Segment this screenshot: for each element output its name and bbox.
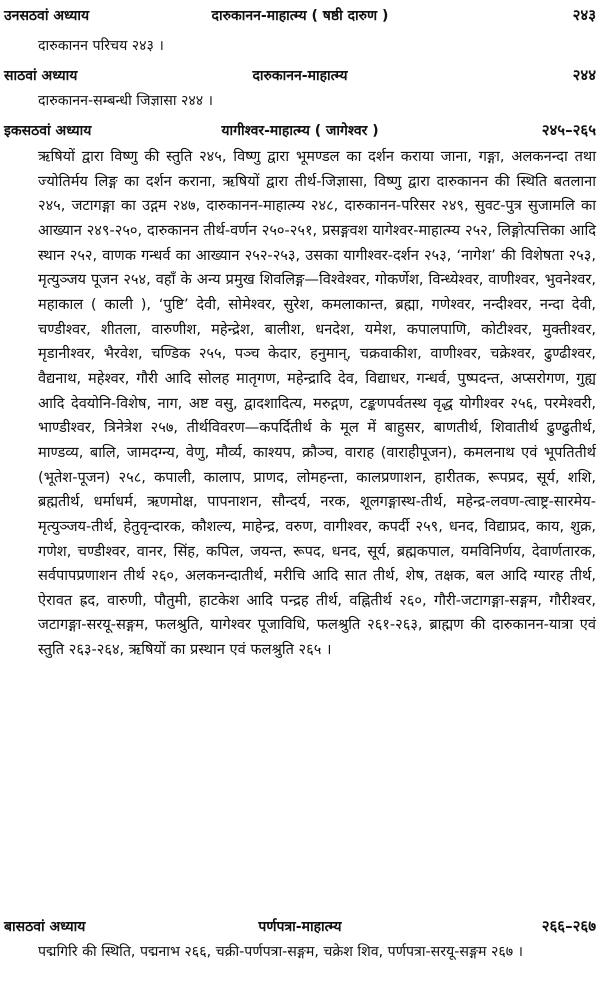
page-range: २४३	[572, 6, 596, 24]
section-heading	[0, 915, 600, 939]
section-content: पद्मगिरि की स्थिति, पद्मनाभ २६६, चक्री-पर्णपत्रा-सङ्गम, चक्रेश शिव, पर्णपत्रा-सरयू-सङ्गम २६७ ।	[38, 944, 523, 960]
section-heading	[0, 4, 600, 28]
page-range: २६६–२६७	[541, 917, 596, 935]
section-heading	[0, 119, 600, 143]
section-heading	[0, 64, 600, 88]
section-content: दारुकानन-सम्बन्धी जिज्ञासा २४४ ।	[38, 93, 214, 109]
chapter-label: बासठवां अध्याय	[4, 919, 86, 935]
chapter-title: यागीश्वर-माहात्म्य ( जागेश्वर )	[221, 123, 379, 139]
chapter-label: साठवां अध्याय	[4, 68, 78, 84]
page-range: २४५–२६५	[541, 121, 596, 139]
chapter-label: उनसठवां अध्याय	[4, 8, 90, 24]
section-content: दारुकानन परिचय २४३ ।	[38, 38, 164, 54]
chapter-title: पर्णपत्रा-माहात्म्य	[258, 919, 342, 935]
page-range: २४४	[572, 66, 596, 84]
chapter-title: दारुकानन-माहात्म्य ( षष्ठी दारुण )	[211, 8, 389, 24]
chapter-label: इकसठवां अध्याय	[4, 123, 92, 139]
chapter-title: दारुकानन-माहात्म्य	[252, 68, 348, 84]
section-content: ऋषियों द्वारा विष्णु की स्तुति २४५, विष्णु द्वारा भूमण्डल का दर्शन कराया जाना, गङ्गा, अलकनन्दा तथा ज्योतिर्मय लिङ्ग का दर्शन कराना, ऋषियों द्वारा तीर्थ-जिज्ञासा, विष्णु द्वारा दारुकानन की स्थिति बतलाना २४५, जटागङ्गा का उद्गम २४७, दारुकानन-माहात्म्य २४८, दारुकानन-परिसर २४९, सुवट-पुत्र सुजामलि का आख्यान २४९-२५०, दारुकानन तीर्थ-वर्णन २५०-२५१, प्रसङ्गवश यागेश्वर-माहात्म्य २५२, लिङ्गोत्पत्तिका आदि स्थान २५२, वाणक गन्धर्व का आख्यान २५२-२५३, उसका यागीश्वर-दर्शन २५३, ‘नागेश’ की विशेषता २५३, मृत्युञ्जय पूजन २५४, वहाँ के अन्य प्रमुख शिवलिङ्ग—विश्वेश्वर, गोकर्णेश, विन्ध्येश्वर, वाणीश्वर, भुवनेश्वर, महाकाल ( काली ), ‘पुष्टि’ देवी, सोमेश्वर, सुरेश, कमलाकान्त, ब्रह्मा, गणेश्वर, नन्दीश्वर, नन्दा देवी, चण्डीश्वर, शीतला, वारुणीश, महेन्द्रेश, बालीश, धनदेश, यमेश, कपालपाणि, कोटीश्वर, मुक्तीश्वर, मृडानीश्वर, भैरवेश, चण्डिक २५५, पञ्च केदार, हनुमान्, चक्रवाकीश, वाणीश्वर, चक्रेश्वर, ढुण्ढीश्वर, वैद्यनाथ, महेश्वर, गौरी आदि सोलह मातृगण, महेन्द्रादि देव, विद्याधर, गन्धर्व, पुष्पदन्त, अप्सरोगण, गुह्य आदि देवयोनि-विशेष, नाग, अष्ट वसु, द्वादशादित्य, मरुद्गण, टङ्कणपर्वतस्थ वृद्ध योगीश्वर २५६, परमेश्वरी, भाण्डीश्वर, त्रिनेत्रेश २५७, तीर्थविवरण—कपर्दितीर्थ के मूल में बाहुसर, बाणतीर्थ, शिवातीर्थ ढुण्ढुतीर्थ, माण्डव्य, बालि, जामदग्न्य, वेणु, मौर्व्य, काश्यप, क्रौञ्च, वाराह (वाराहीपूजन), कमलनाथ एवं भूपतितीर्थ (भूतेश-पूजन) २५८, कपाली, कालाप, प्राणद, लोमहन्ता, कालप्रणाशन, हारीतक, रूपप्रद, सूर्य, शशि, ब्रह्मतीर्थ, धर्माधर्म, ऋणमोक्ष, पापनाशन, सौन्दर्य, नरक, शूलगङ्गास्थ-तीर्थ, महेन्द्र-लवण-त्वाष्ट्र-सारमेय-मृत्युञ्जय-तीर्थ, हेतुवृन्दारक, कौशल्य, माहेन्द्र, वरुण, वागीश्वर, कपर्दी २५९, धनद, विद्याप्रद, काय, शुक्र, गणेश, चण्डीश्वर, वानर, सिंह, कपिल, जयन्त, रूपद, धनद, सूर्य, ब्रह्मकपाल, यमविनिर्णय, देवार्णतारक, सर्वपापप्रणाशन तीर्थ २६०, अलकनन्दातीर्थ, मरीचि आदि सात तीर्थ, शेष, तक्षक, बल आदि ग्यारह तीर्थ, ऐरावत ह्रद, वारुणी, पौतुमी, हाटकेश आदि पन्द्रह तीर्थ, वह्नितीर्थ २६०, गौरी-जटागङ्गा-सङ्गम, गौरीश्वर, जटागङ्गा-सरयू-सङ्गम, फलश्रुति, यागेश्वर पूजाविधि, फलश्रुति २६१-२६३, ब्राह्मण की दारुकानन-यात्रा एवं स्तुति २६३-२६४, ऋषियों का प्रस्थान एवं फलश्रुति २६५ ।	[38, 148, 596, 659]
